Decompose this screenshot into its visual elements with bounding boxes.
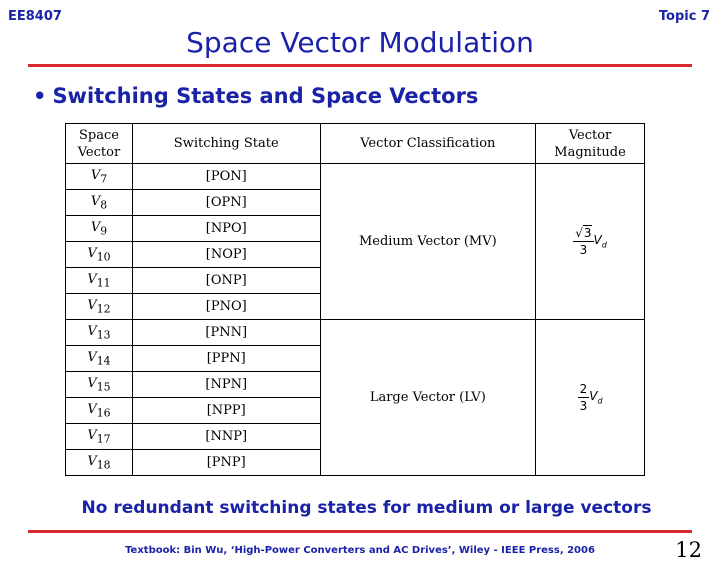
header-space-vector: Space Vector (66, 124, 133, 164)
fraction-numerator (578, 382, 590, 398)
vector-index: 17 (96, 432, 111, 446)
space-vector-cell (66, 372, 133, 398)
switching-state-cell: [PPN] (132, 346, 320, 372)
header-vector-magnitude: Vector Magnitude (536, 124, 645, 164)
vector-index: 16 (96, 406, 111, 420)
magnitude-fraction (578, 382, 590, 414)
vector-symbol: V (87, 401, 97, 417)
voltage-letter: V (589, 389, 598, 404)
table-row (66, 164, 645, 190)
bullet-text: Switching States and Space Vectors (52, 84, 479, 108)
page-number: 12 (675, 538, 702, 562)
vector-index: 14 (96, 354, 111, 368)
slide-title: Space Vector Modulation (186, 26, 534, 59)
vector-symbol: V (87, 453, 97, 469)
vector-magnitude-cell (536, 320, 645, 476)
bullet-point (33, 84, 478, 108)
vector-classification-cell: Large Vector (LV) (320, 320, 536, 476)
vector-index: 12 (96, 302, 111, 316)
vector-symbol: V (87, 323, 97, 339)
vector-symbol: V (87, 271, 97, 287)
switching-state-cell: [PNP] (132, 450, 320, 476)
space-vector-cell (66, 164, 133, 190)
vector-index: 15 (96, 380, 111, 394)
space-vector-cell (66, 268, 133, 294)
voltage-letter: V (593, 233, 602, 248)
vector-index: 7 (100, 172, 108, 186)
switching-state-cell: [PON] (132, 164, 320, 190)
fraction-denominator: 3 (579, 242, 588, 257)
textbook-reference: Textbook: Bin Wu, ‘High-Power Converters and AC Drives’, Wiley - IEEE Press, 2006 (125, 545, 595, 556)
radical-sign: √ (575, 225, 583, 240)
switching-state-cell: [OPN] (132, 190, 320, 216)
bullet-dot-icon: • (33, 84, 47, 108)
header-vector-classification: Vector Classification (320, 124, 536, 164)
vector-index: 11 (96, 276, 111, 290)
switching-state-cell: [PNO] (132, 294, 320, 320)
dc-voltage-symbol (593, 233, 607, 250)
switching-state-cell: [NNP] (132, 424, 320, 450)
space-vector-cell (66, 424, 133, 450)
numerator-value: 3 (583, 225, 592, 240)
switching-states-table (65, 123, 645, 476)
switching-state-cell: [NOP] (132, 242, 320, 268)
voltage-subscript: d (597, 396, 603, 406)
table-body (66, 164, 645, 476)
voltage-subscript: d (601, 240, 607, 250)
course-code: EE8407 (8, 9, 62, 24)
summary-note: No redundant switching states for medium or large vectors (81, 498, 652, 518)
vector-symbol: V (90, 219, 101, 235)
space-vector-cell (66, 190, 133, 216)
vector-symbol: V (87, 297, 97, 313)
vector-index: 10 (96, 250, 111, 264)
space-vector-cell (66, 346, 133, 372)
space-vector-cell (66, 242, 133, 268)
switching-state-cell: [NPO] (132, 216, 320, 242)
vector-symbol: V (90, 193, 101, 209)
table-header-row (66, 124, 645, 164)
vector-index: 8 (100, 198, 108, 212)
fraction-denominator: 3 (579, 398, 588, 413)
vector-symbol: V (90, 167, 101, 183)
switching-state-cell: [ONP] (132, 268, 320, 294)
space-vector-cell (66, 320, 133, 346)
vector-symbol: V (87, 375, 97, 391)
vector-symbol: V (87, 349, 97, 365)
numerator-value: 2 (579, 381, 588, 396)
space-vector-cell (66, 294, 133, 320)
vector-index: 13 (96, 328, 111, 342)
vector-index: 9 (100, 224, 108, 238)
switching-state-cell: [NPP] (132, 398, 320, 424)
magnitude-fraction (573, 226, 593, 258)
vector-classification-cell: Medium Vector (MV) (320, 164, 536, 320)
top-divider (28, 64, 692, 67)
vector-symbol: V (87, 427, 97, 443)
space-vector-cell (66, 398, 133, 424)
vector-magnitude-cell (536, 164, 645, 320)
vector-symbol: V (87, 245, 97, 261)
space-vector-cell (66, 450, 133, 476)
bottom-divider (28, 530, 692, 533)
fraction-numerator (573, 226, 593, 242)
table-row (66, 320, 645, 346)
space-vector-cell (66, 216, 133, 242)
topic-label: Topic 7 (658, 9, 710, 24)
dc-voltage-symbol (589, 389, 603, 406)
switching-state-cell: [NPN] (132, 372, 320, 398)
vector-index: 18 (96, 458, 111, 472)
switching-state-cell: [PNN] (132, 320, 320, 346)
header-switching-state: Switching State (132, 124, 320, 164)
